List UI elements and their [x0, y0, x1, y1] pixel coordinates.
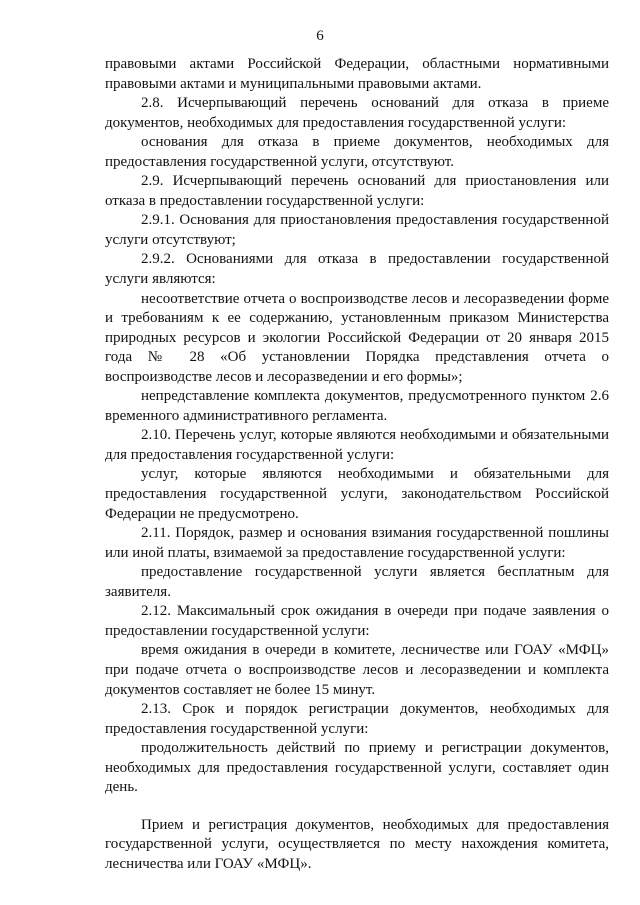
paragraph-2-9-2: 2.9.2. Основаниями для отказа в предоставлении государственной услуги являются: — [105, 251, 609, 288]
paragraph-2-8: 2.8. Исчерпывающий перечень оснований для отказа в приеме документов, необходимых для предоставления государственной услуги: — [105, 95, 609, 131]
paragraph-2-9-2-item-1: несоответствие отчета о воспроизводстве лесов и лесоразведении форме и требованиям к ее содержанию, установленным приказом Министерства природных ресурсов и экологии Российской Федерации от 20 января 2015 года № 28 «Об установлении Порядка представления отчета о воспроизводстве лесов и лесоразведении и его формы»; — [105, 290, 609, 385]
paragraph-2-11-text: предоставление государственной услуги является бесплатным для заявителя. — [105, 564, 609, 600]
paragraph-registration: Прием и регистрация документов, необходимых для предоставления государственной услуги, осуществляется по месту нахождения комитета, лесничества или ГОАУ «МФЦ». — [105, 816, 609, 872]
paragraph-2-9-2-item-2: непредставление комплекта документов, предусмотренного пунктом 2.6 временного административного регламента. — [105, 388, 609, 424]
paragraph-2-9: 2.9. Исчерпывающий перечень оснований для приостановления или отказа в предоставлении государственной услуги: — [105, 173, 609, 209]
paragraph-2-8-text: основания для отказа в приеме документов, необходимых для предоставления государственной услуги, отсутствуют. — [105, 134, 609, 170]
paragraph-2-13: 2.13. Срок и порядок регистрации документов, необходимых для предоставления государственной услуги: — [105, 701, 609, 737]
paragraph-2-12: 2.12. Максимальный срок ожидания в очереди при подаче заявления о предоставлении государственной услуги: — [105, 603, 609, 639]
paragraph-2-10-text: услуг, которые являются необходимыми и обязательными для предоставления государственной услуги, законодательством Российской Федерации не предусмотрено. — [105, 466, 609, 522]
paragraph-2-11: 2.11. Порядок, размер и основания взимания государственной пошлины или иной платы, взимаемой за предоставление государственной услуги: — [105, 525, 609, 561]
page-number: 6 — [316, 28, 324, 44]
paragraph-continuation: правовыми актами Российской Федерации, областными нормативными правовыми актами и муниципальными правовыми актами. — [105, 56, 609, 92]
paragraph-2-12-text: время ожидания в очереди в комитете, лесничестве или ГОАУ «МФЦ» при подаче отчета о воспроизводстве лесов и лесоразведении и комплекта документов составляет не более 15 минут. — [105, 642, 609, 698]
paragraph-2-13-text: продолжительность действий по приему и регистрации документов, необходимых для предоставления государственной услуги, составляет один день. — [105, 740, 609, 796]
paragraph-2-9-1: 2.9.1. Основания для приостановления предоставления государственной услуги отсутствуют; — [105, 212, 609, 248]
paragraph-2-10: 2.10. Перечень услуг, которые являются необходимыми и обязательными для предоставления государственной услуги: — [105, 427, 609, 463]
document-body — [105, 55, 609, 874]
